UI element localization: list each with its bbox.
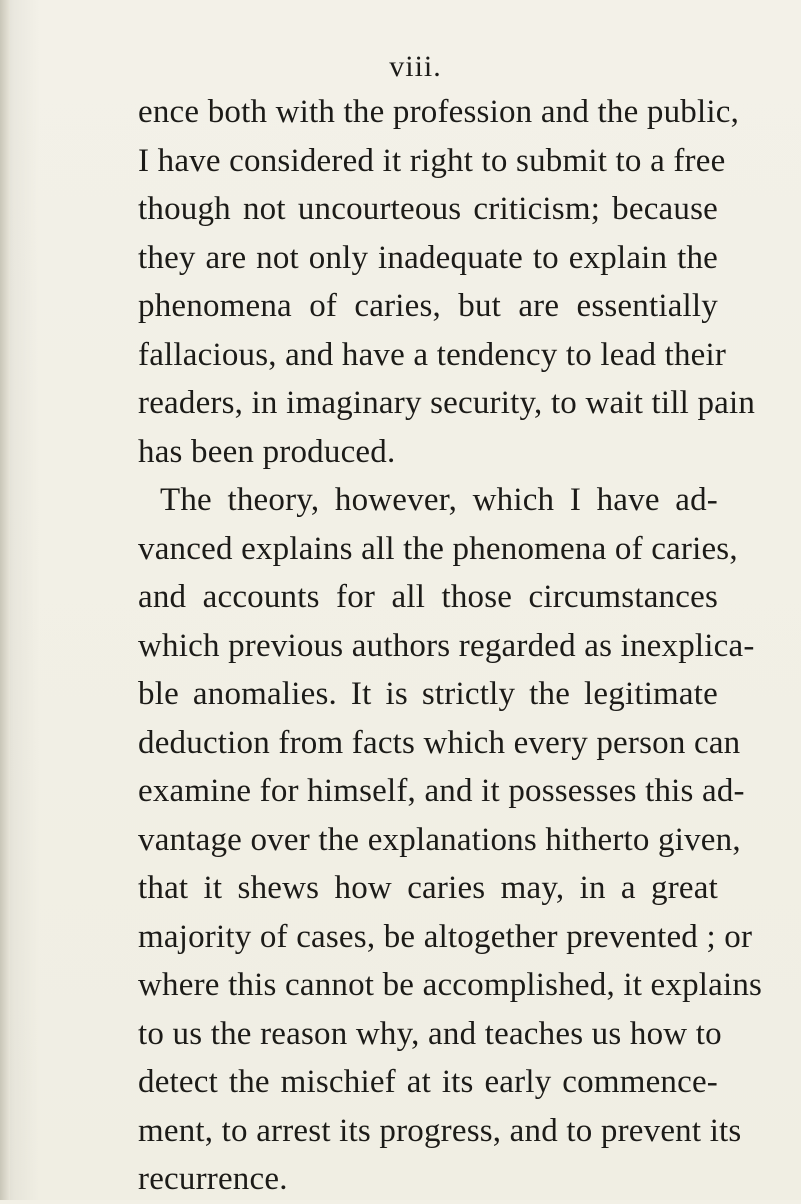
text-line: deduction from facts which every person can — [138, 724, 741, 761]
body-text — [138, 88, 763, 1204]
text-line: ble anomalies. It is strictly the legitimate — [138, 676, 718, 712]
text-line: where this cannot be accomplished, it explains — [138, 967, 763, 1003]
text-line: has been produced. — [138, 433, 396, 470]
text-line: ment, to arrest its progress, and to prevent its — [138, 1112, 742, 1149]
text-line: ence both with the profession and the public, — [138, 94, 740, 130]
text-line: vantage over the explanations hitherto given, — [138, 821, 741, 858]
text-line: detect the mischief at its early commence- — [138, 1064, 718, 1100]
text-line: phenomena of caries, but are essentially — [138, 288, 718, 324]
text-line: which previous authors regarded as inexplica- — [138, 627, 755, 664]
text-line: majority of cases, be altogether prevented ; or — [138, 918, 753, 955]
text-line: The theory, however, which I have ad- — [160, 482, 718, 518]
text-line: fallacious, and have a tendency to lead their — [138, 336, 727, 373]
page-number: viii. — [389, 50, 442, 83]
text-line: examine for himself, and it possesses this ad- — [138, 773, 745, 809]
text-line: to us the reason why, and teaches us how to — [138, 1015, 722, 1052]
text-line: and accounts for all those circumstances — [138, 579, 718, 615]
text-line: vanced explains all the phenomena of caries, — [138, 530, 738, 567]
text-line: though not uncourteous criticism; because — [138, 191, 718, 227]
text-line: they are not only inadequate to explain the — [138, 239, 718, 276]
binding-edge — [0, 0, 10, 1200]
text-line: recurrence. — [138, 1161, 288, 1197]
text-line: that it shews how caries may, in a great — [138, 870, 718, 906]
text-line: I have considered it right to submit to a free — [138, 142, 726, 179]
text-line: readers, in imaginary security, to wait till pain — [138, 385, 756, 421]
